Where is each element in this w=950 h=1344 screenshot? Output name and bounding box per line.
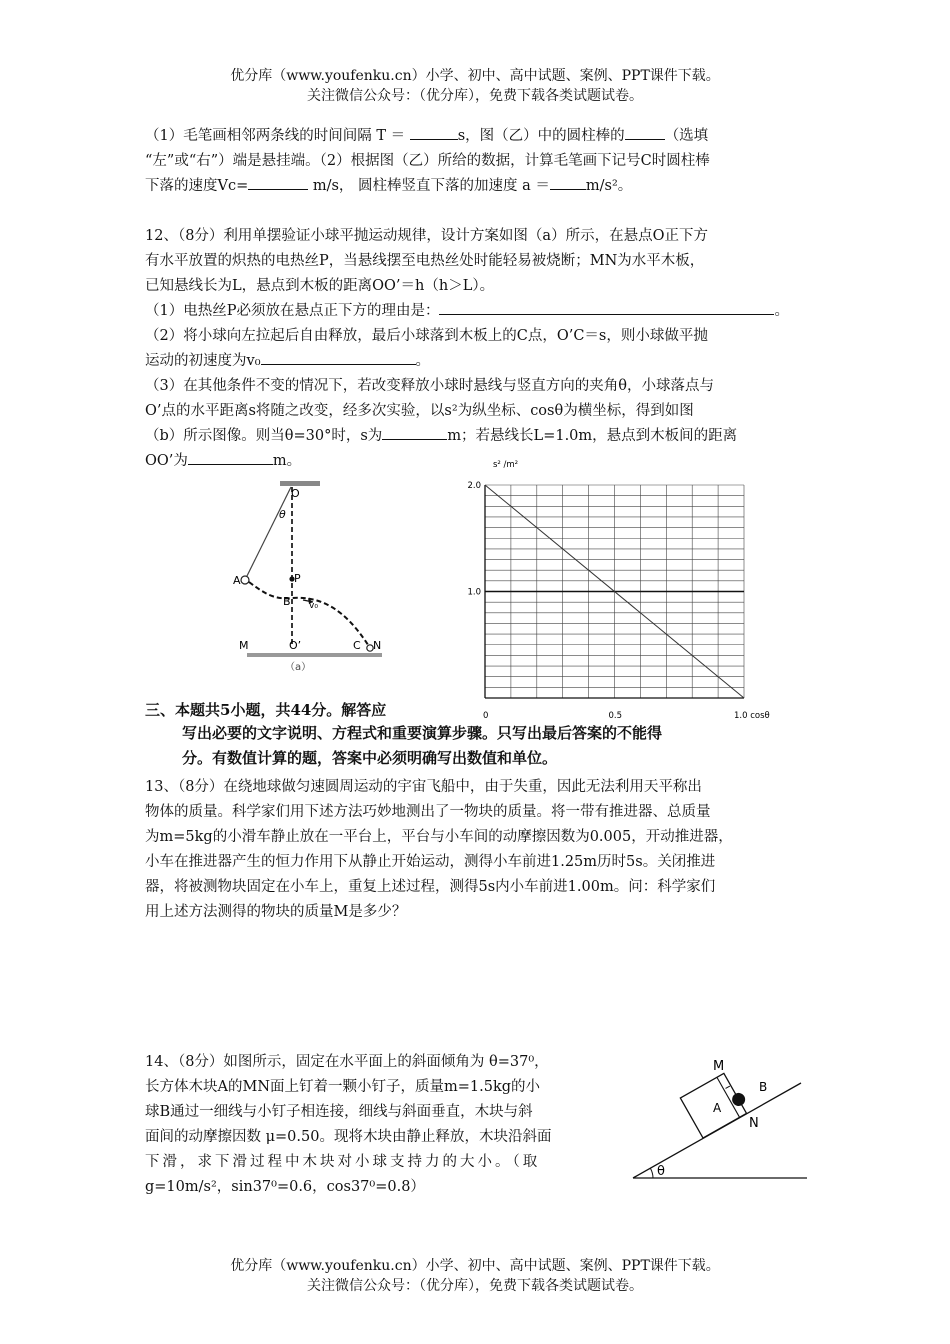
label-a-incline: A [713, 1101, 722, 1115]
q13-line-5: 器，将被测物块固定在小车上，重复上述过程，测得5s内小车前进1.00m。问：科学家们 [145, 879, 716, 895]
q14-line-4: 面间的动摩擦因数 μ=0.50。现将木块由静止释放，木块沿斜面 [145, 1129, 552, 1145]
q13-line-2: 物体的质量。科学家们用下述方法巧妙地测出了一物块的质量。将一带有推进器、总质量 [145, 804, 711, 820]
label-m-incline: M [713, 1059, 725, 1074]
q14-line-5: 下滑，求下滑过程中木块对小球支持力的大小。（取 [145, 1154, 541, 1170]
label-theta-incline: θ [657, 1164, 665, 1179]
figure-b-chart [455, 455, 795, 720]
q12-line-3: 已知悬线长为L，悬点到木板的距离OO’＝h（h＞L）。 [145, 278, 495, 294]
section3-line-1: 三、本题共5小题，共44分。解答应 [145, 701, 387, 719]
footer-line-2: 关注微信公众号：（优分库），免费下载各类试题试卷。 [307, 1278, 643, 1294]
q12-line-4: （1）电热丝P必须放在悬点正下方的理由是： 。 [145, 299, 810, 324]
label-c: C [353, 639, 361, 652]
label-v0: v₀ [309, 601, 318, 611]
board-mn [247, 653, 382, 657]
y-tick-label-2: 2.0 [467, 481, 481, 491]
q12-line-6: 运动的初速度为v₀ 。 [145, 349, 810, 374]
q13-line-4: 小车在推进器产生的恒力作用下从静止开始运动，测得小车前进1.25m历时5s。关闭推进 [145, 854, 716, 870]
q12-line-8: O’点的水平距离s将随之改变，经多次实验，以s²为纵坐标、cosθ为横坐标，得到如图 [145, 403, 694, 419]
q13-line-6: 用上述方法测得的物块的质量M是多少？ [145, 904, 407, 920]
q12-line-7: （3）在其他条件不变的情况下，若改变释放小球时悬线与竖直方向的夹角θ，小球落点与 [145, 378, 714, 394]
angle-arc [651, 1169, 654, 1179]
label-o-prime: O’ [289, 639, 302, 652]
q11-line-2: “左”或“右”）端是悬挂端。（2）根据图（乙）所给的数据，计算毛笔画下记号C时圆柱棒 [145, 153, 710, 169]
label-p: P [294, 572, 301, 585]
q12-line-10: OO’为 m。 [145, 449, 810, 474]
q12-line-2: 有水平放置的炽热的电热丝P，当悬线摆至电热丝处时能轻易被烧断；MN为水平木板， [145, 253, 705, 269]
label-b-incline: B [759, 1080, 768, 1094]
figure-a-pendulum [225, 470, 405, 675]
label-theta: θ [279, 508, 286, 521]
header-line-1: 优分库（www.youfenku.cn）小学、初中、高中试题、案例、PPT课件下载。 [230, 68, 720, 84]
label-n-incline: N [749, 1116, 759, 1131]
y-tick-label-1: 1.0 [467, 587, 481, 598]
pendulum-string [245, 487, 291, 580]
q11-line-1: （1）毛笔画相邻两条线的时间间隔 T ＝ s，图（乙）中的圆柱棒的 （选填 [145, 124, 810, 149]
section3-line-3: 分。有数值计算的题，答案中必须明确写出数值和单位。 [182, 749, 558, 767]
ceiling-support [280, 481, 320, 486]
label-m: M [239, 639, 249, 652]
y-axis-label: s² /m² [493, 460, 519, 470]
x-tick-label-1: 1.0 cosθ [734, 711, 770, 720]
label-b: B [283, 595, 291, 608]
x-tick-label-0: 0 [483, 711, 489, 720]
section3-line-2: 写出必要的文字说明、方程式和重要演算步骤。只写出最后答案的不能得 [182, 724, 663, 742]
ball-trajectory [249, 582, 370, 648]
q12-line-5: （2）将小球向左拉起后自由释放，最后小球落到木板上的C点，O’C＝s，则小球做平抛 [145, 328, 708, 344]
q12-line-1: 12、（8分）利用单摆验证小球平抛运动规律，设计方案如图（a）所示，在悬点O正下方 [145, 228, 708, 244]
q14-line-2: 长方体木块A的MN面上钉着一颗小钉子，质量m=1.5kg的小 [145, 1079, 541, 1095]
q12-line-9: （b）所示图像。则当θ=30°时，s为 m；若悬线长L=1.0m，悬点到木板间的距离 [145, 424, 810, 449]
figure-a-caption: （a） [285, 662, 312, 673]
ball-at-a [241, 576, 249, 584]
x-tick-label-05: 0.5 [608, 711, 623, 720]
label-o: O [291, 487, 300, 500]
q11-line-3: 下落的速度Vc= m/s， 圆柱棒竖直下落的加速度 a ＝ m/s²。 [145, 174, 810, 199]
footer-line-1: 优分库（www.youfenku.cn）小学、初中、高中试题、案例、PPT课件下载。 [230, 1258, 720, 1274]
q13-line-3: 为m=5kg的小滑车静止放在一平台上，平台与小车间的动摩擦因数为0.005，开动推进器， [145, 829, 733, 845]
q14-line-6: g=10m/s²，sin37⁰=0.6，cos37⁰=0.8） [145, 1179, 425, 1195]
figure-incline [625, 1050, 815, 1185]
q13-line-1: 13、（8分）在绕地球做匀速圆周运动的宇宙飞船中，由于失重，因此无法利用天平称出 [145, 779, 702, 795]
header-line-2: 关注微信公众号：（优分库），免费下载各类试题试卷。 [307, 88, 643, 104]
q14-line-1: 14、（8分）如图所示，固定在水平面上的斜面倾角为 θ=37⁰， [145, 1054, 549, 1070]
q14-line-3: 球B通过一细线与小钉子相连接，细线与斜面垂直，木块与斜 [145, 1104, 533, 1120]
label-a: A [233, 574, 241, 587]
label-n: N [373, 639, 382, 652]
